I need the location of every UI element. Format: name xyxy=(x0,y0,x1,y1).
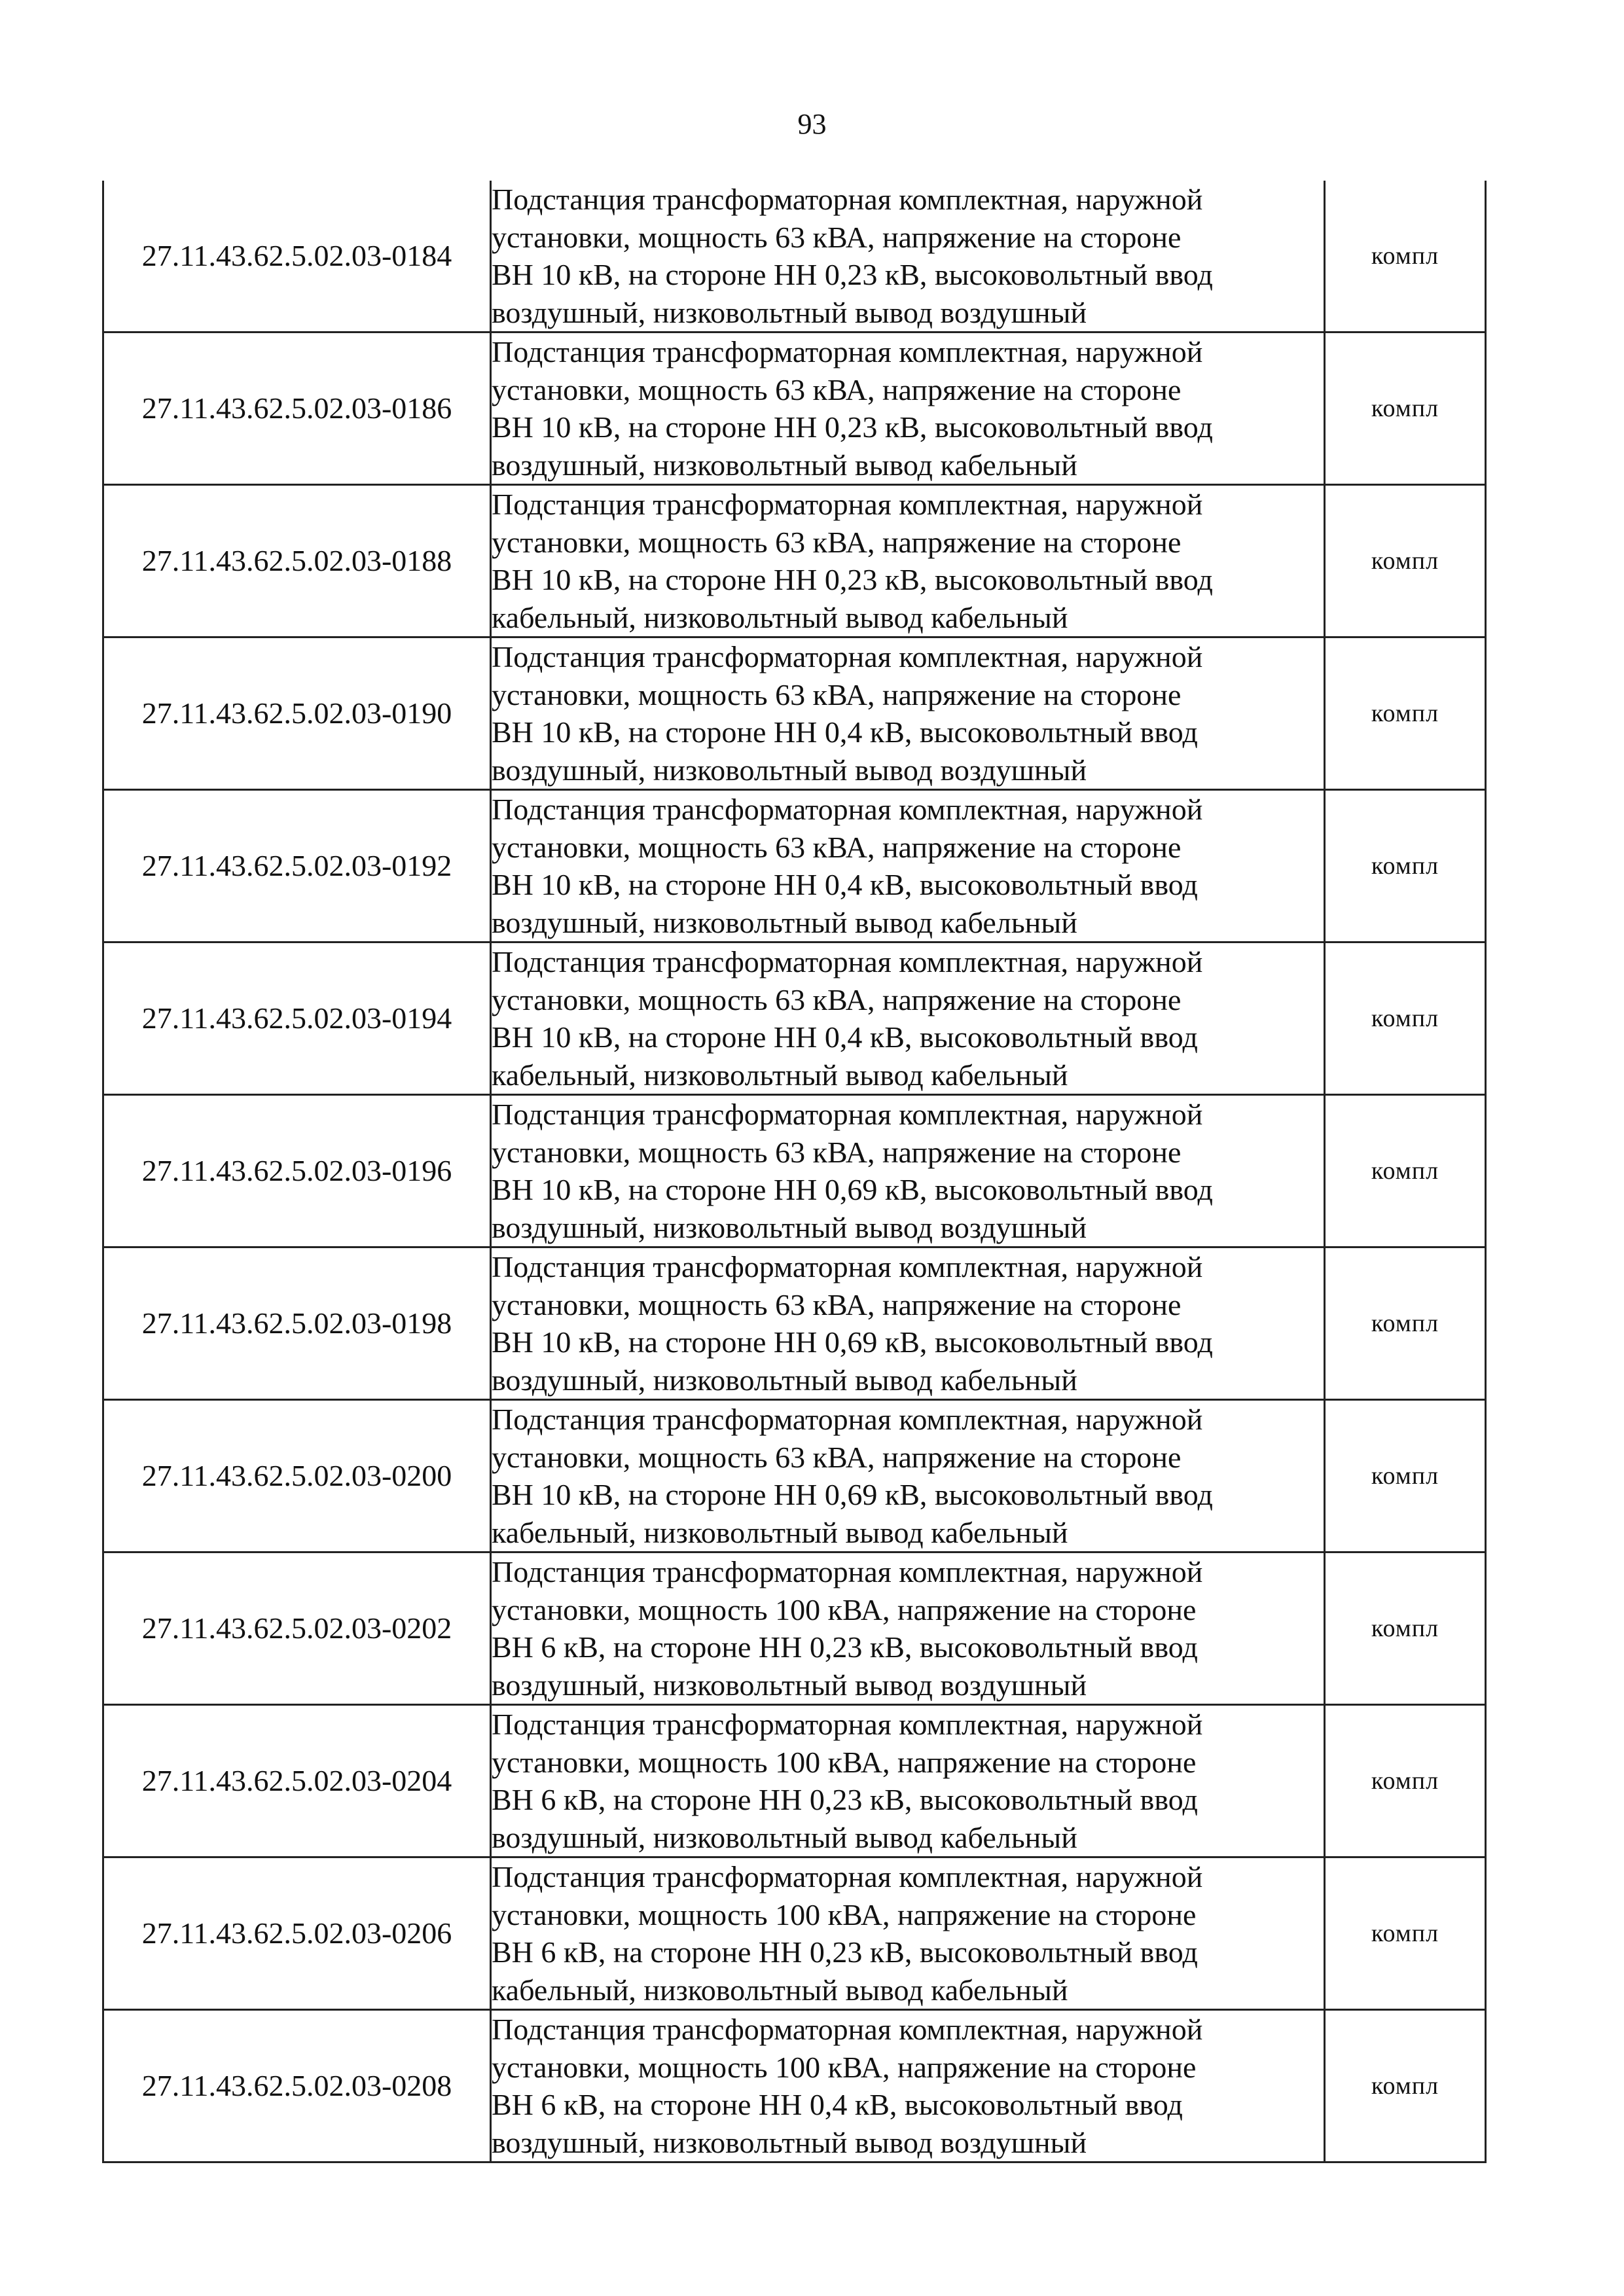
description-line: ВН 10 кВ, на стороне НН 0,4 кВ, высоковольтный ввод xyxy=(492,715,1198,749)
description-line: установки, мощность 63 кВА, напряжение на стороне xyxy=(492,1440,1182,1474)
description-line: ВН 10 кВ, на стороне НН 0,69 кВ, высоковольтный ввод xyxy=(492,1173,1213,1206)
resource-code: 27.11.43.62.5.02.03-0202 xyxy=(103,1552,491,1705)
description-line: установки, мощность 63 кВА, напряжение на стороне xyxy=(492,830,1182,864)
resource-code: 27.11.43.62.5.02.03-0208 xyxy=(103,2010,491,2162)
resource-code: 27.11.43.62.5.02.03-0184 xyxy=(103,181,491,332)
resource-description xyxy=(491,332,1325,485)
table-row xyxy=(103,1095,1486,1247)
description-line: установки, мощность 63 кВА, напряжение на стороне xyxy=(492,677,1182,711)
description-line: ВН 10 кВ, на стороне НН 0,23 кВ, высоковольтный ввод xyxy=(492,563,1213,596)
resource-description xyxy=(491,637,1325,790)
description-line: Подстанция трансформаторная комплектная, наружной xyxy=(492,2013,1203,2046)
description-line: Подстанция трансформаторная комплектная, наружной xyxy=(492,945,1203,978)
unit-of-measure: компл xyxy=(1325,1400,1486,1552)
resource-description xyxy=(491,1552,1325,1705)
description-line: кабельный, низковольтный вывод кабельный xyxy=(492,1973,1068,2007)
resource-description xyxy=(491,942,1325,1095)
description-line: ВН 10 кВ, на стороне НН 0,4 кВ, высоковольтный ввод xyxy=(492,1020,1198,1054)
table-row xyxy=(103,790,1486,942)
unit-of-measure: компл xyxy=(1325,1857,1486,2010)
description-line: ВН 6 кВ, на стороне НН 0,4 кВ, высоковольтный ввод xyxy=(492,2088,1183,2121)
unit-of-measure: компл xyxy=(1325,332,1486,485)
description-line: установки, мощность 100 кВА, напряжение на стороне xyxy=(492,2050,1197,2084)
description-line: воздушный, низковольтный вывод кабельный xyxy=(492,905,1077,939)
description-line: установки, мощность 63 кВА, напряжение на стороне xyxy=(492,1287,1182,1321)
unit-of-measure: компл xyxy=(1325,2010,1486,2162)
description-line: воздушный, низковольтный вывод воздушный xyxy=(492,2125,1087,2159)
description-line: воздушный, низковольтный вывод кабельный xyxy=(492,1363,1077,1397)
unit-of-measure: компл xyxy=(1325,1095,1486,1247)
resource-code: 27.11.43.62.5.02.03-0190 xyxy=(103,637,491,790)
description-line: воздушный, низковольтный вывод воздушный xyxy=(492,295,1087,329)
table-row xyxy=(103,942,1486,1095)
resource-table xyxy=(102,181,1487,2163)
unit-of-measure: компл xyxy=(1325,1705,1486,1857)
description-line: установки, мощность 63 кВА, напряжение на стороне xyxy=(492,220,1182,254)
table-row xyxy=(103,1247,1486,1400)
resource-description xyxy=(491,1247,1325,1400)
description-line: кабельный, низковольтный вывод кабельный xyxy=(492,1515,1068,1549)
description-line: Подстанция трансформаторная комплектная, наружной xyxy=(492,1860,1203,1893)
description-line: воздушный, низковольтный вывод кабельный xyxy=(492,448,1077,482)
description-line: Подстанция трансформаторная комплектная, наружной xyxy=(492,488,1203,521)
table-row xyxy=(103,332,1486,485)
description-line: Подстанция трансформаторная комплектная, наружной xyxy=(492,1098,1203,1131)
resource-description xyxy=(491,790,1325,942)
table-row xyxy=(103,1400,1486,1552)
description-line: воздушный, низковольтный вывод воздушный xyxy=(492,1668,1087,1702)
description-line: ВН 6 кВ, на стороне НН 0,23 кВ, высоковольтный ввод xyxy=(492,1630,1198,1664)
resource-code: 27.11.43.62.5.02.03-0196 xyxy=(103,1095,491,1247)
resource-code: 27.11.43.62.5.02.03-0206 xyxy=(103,1857,491,2010)
table-row xyxy=(103,1552,1486,1705)
description-line: установки, мощность 63 кВА, напряжение на стороне xyxy=(492,525,1182,559)
table-row xyxy=(103,637,1486,790)
description-line: ВН 10 кВ, на стороне НН 0,23 кВ, высоковольтный ввод xyxy=(492,410,1213,444)
unit-of-measure: компл xyxy=(1325,790,1486,942)
table-body xyxy=(103,181,1486,2162)
resource-description xyxy=(491,1857,1325,2010)
resource-code: 27.11.43.62.5.02.03-0198 xyxy=(103,1247,491,1400)
description-line: ВН 10 кВ, на стороне НН 0,69 кВ, высоковольтный ввод xyxy=(492,1478,1213,1511)
description-line: установки, мощность 63 кВА, напряжение на стороне xyxy=(492,1135,1182,1169)
description-line: ВН 10 кВ, на стороне НН 0,69 кВ, высоковольтный ввод xyxy=(492,1325,1213,1359)
description-line: воздушный, низковольтный вывод кабельный xyxy=(492,1820,1077,1854)
resource-code: 27.11.43.62.5.02.03-0186 xyxy=(103,332,491,485)
unit-of-measure: компл xyxy=(1325,485,1486,637)
description-line: ВН 10 кВ, на стороне НН 0,23 кВ, высоковольтный ввод xyxy=(492,258,1213,291)
table-row xyxy=(103,1857,1486,2010)
table-row xyxy=(103,2010,1486,2162)
unit-of-measure: компл xyxy=(1325,942,1486,1095)
table-row xyxy=(103,181,1486,332)
resource-description xyxy=(491,1400,1325,1552)
description-line: установки, мощность 63 кВА, напряжение на стороне xyxy=(492,982,1182,1016)
description-line: Подстанция трансформаторная комплектная, наружной xyxy=(492,1250,1203,1283)
description-line: ВН 6 кВ, на стороне НН 0,23 кВ, высоковольтный ввод xyxy=(492,1935,1198,1969)
description-line: ВН 10 кВ, на стороне НН 0,4 кВ, высоковольтный ввод xyxy=(492,868,1198,901)
description-line: воздушный, низковольтный вывод воздушный xyxy=(492,1210,1087,1244)
description-line: Подстанция трансформаторная комплектная, наружной xyxy=(492,1708,1203,1741)
resource-code: 27.11.43.62.5.02.03-0188 xyxy=(103,485,491,637)
description-line: Подстанция трансформаторная комплектная, наружной xyxy=(492,1403,1203,1436)
table-row xyxy=(103,1705,1486,1857)
resource-description xyxy=(491,1095,1325,1247)
resource-code: 27.11.43.62.5.02.03-0192 xyxy=(103,790,491,942)
resource-description xyxy=(491,2010,1325,2162)
description-line: установки, мощность 100 кВА, напряжение на стороне xyxy=(492,1897,1197,1931)
description-line: установки, мощность 100 кВА, напряжение на стороне xyxy=(492,1592,1197,1626)
resource-description xyxy=(491,1705,1325,1857)
description-line: Подстанция трансформаторная комплектная, наружной xyxy=(492,640,1203,673)
description-line: Подстанция трансформаторная комплектная, наружной xyxy=(492,335,1203,368)
resource-code: 27.11.43.62.5.02.03-0200 xyxy=(103,1400,491,1552)
page-number: 93 xyxy=(797,108,827,140)
description-line: Подстанция трансформаторная комплектная, наружной xyxy=(492,1555,1203,1588)
description-line: Подстанция трансформаторная комплектная, наружной xyxy=(492,793,1203,826)
table-row xyxy=(103,485,1486,637)
description-line: воздушный, низковольтный вывод воздушный xyxy=(492,753,1087,787)
resource-description xyxy=(491,485,1325,637)
unit-of-measure: компл xyxy=(1325,637,1486,790)
unit-of-measure: компл xyxy=(1325,1552,1486,1705)
description-line: установки, мощность 100 кВА, напряжение на стороне xyxy=(492,1745,1197,1779)
description-line: кабельный, низковольтный вывод кабельный xyxy=(492,1058,1068,1092)
resource-code: 27.11.43.62.5.02.03-0194 xyxy=(103,942,491,1095)
unit-of-measure: компл xyxy=(1325,181,1486,332)
unit-of-measure: компл xyxy=(1325,1247,1486,1400)
description-line: кабельный, низковольтный вывод кабельный xyxy=(492,600,1068,634)
description-line: ВН 6 кВ, на стороне НН 0,23 кВ, высоковольтный ввод xyxy=(492,1783,1198,1816)
description-line: установки, мощность 63 кВА, напряжение на стороне xyxy=(492,372,1182,406)
resource-code: 27.11.43.62.5.02.03-0204 xyxy=(103,1705,491,1857)
resource-description xyxy=(491,181,1325,332)
description-line: Подстанция трансформаторная комплектная, наружной xyxy=(492,183,1203,216)
